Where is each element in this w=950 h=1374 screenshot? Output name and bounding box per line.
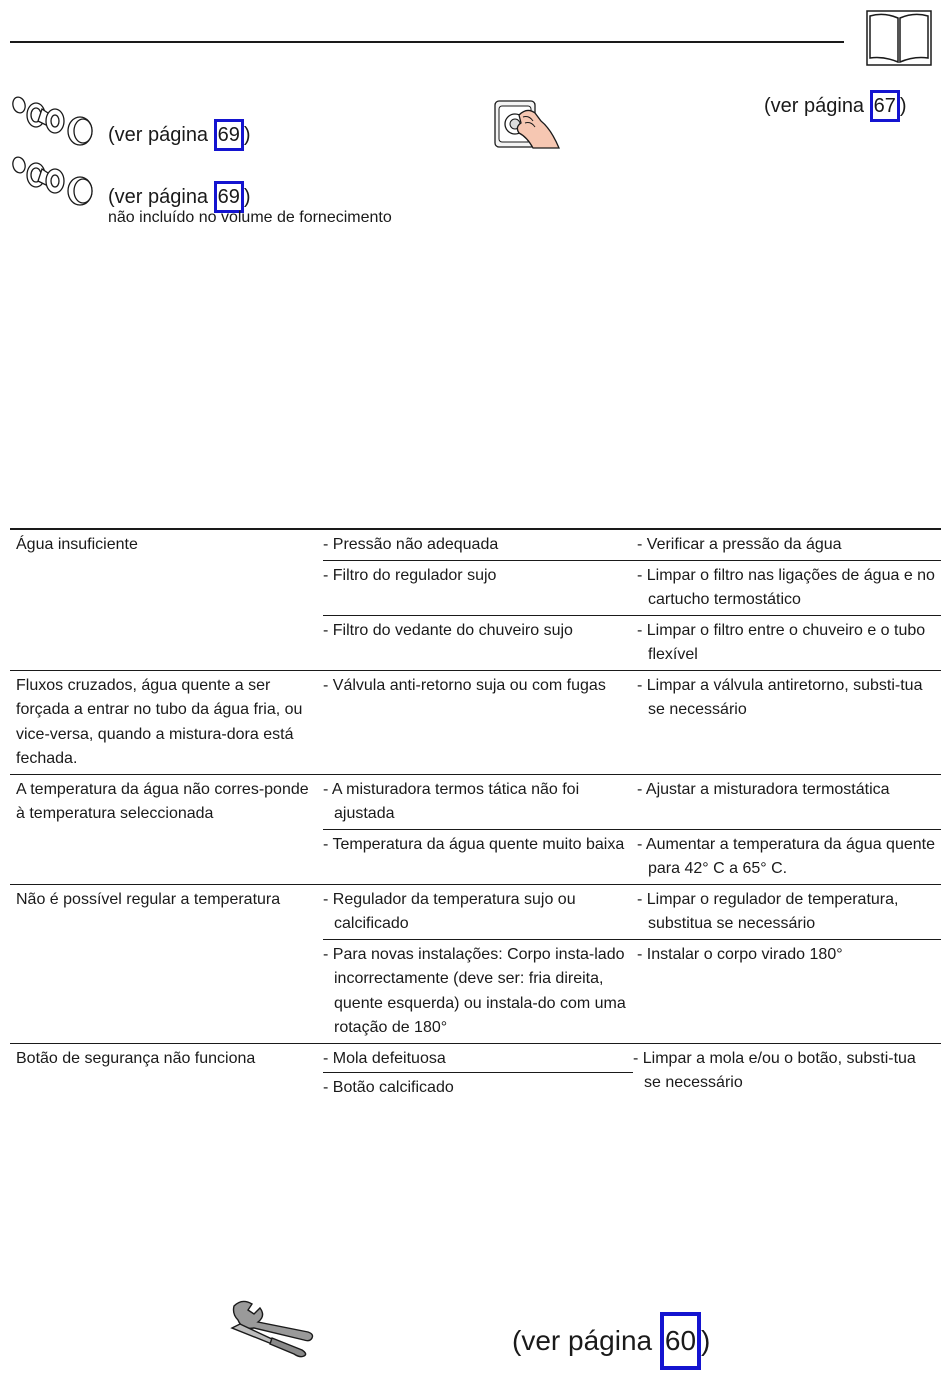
cause-remedy-row bbox=[323, 775, 941, 829]
remedy-cell: - Limpar o regulador de temperatura, substitua se necessário bbox=[637, 890, 899, 932]
filter-parts-icon bbox=[10, 155, 96, 207]
page-link-69[interactable]: 69 bbox=[214, 119, 244, 151]
problem-cell: Fluxos cruzados, água quente a ser forçada a entrar no tubo da água fria, ou vice-versa, quando a mistura-dora está fechada. bbox=[16, 676, 303, 767]
page-reference-bottom bbox=[512, 1312, 710, 1370]
filter-parts-icon bbox=[10, 95, 96, 147]
ref-suffix: ) bbox=[701, 1325, 711, 1356]
troubleshooting-table bbox=[10, 528, 941, 1102]
remedy-cell: - Instalar o corpo virado 180° bbox=[637, 945, 843, 963]
header-rule bbox=[10, 41, 844, 43]
cause-cell: - Para novas instalações: Corpo insta-lado incorrectamente (deve ser: fria direita, quente esquerda) ou instala-do com uma rotação de 180° bbox=[323, 945, 626, 1036]
cause-cell: - Filtro do regulador sujo bbox=[323, 566, 497, 584]
page-link-60[interactable]: 60 bbox=[660, 1312, 701, 1370]
ref-text: (ver página bbox=[108, 124, 214, 146]
table-row bbox=[10, 775, 941, 885]
remedy-cell: - Limpar o filtro entre o chuveiro e o tubo flexível bbox=[637, 621, 926, 663]
cause-cell: - Filtro do vedante do chuveiro sujo bbox=[323, 621, 573, 639]
tools-icon bbox=[228, 1298, 316, 1358]
remedy-cell: - Ajustar a misturadora termostática bbox=[637, 780, 890, 798]
delivery-note: não incluído no volume de fornecimento bbox=[108, 209, 392, 226]
ref-suffix: ) bbox=[243, 124, 251, 146]
ref-suffix: ) bbox=[243, 186, 251, 208]
cause-cell: - Temperatura da água quente muito baixa bbox=[323, 835, 625, 853]
problem-cell: Botão de segurança não funciona bbox=[16, 1049, 256, 1067]
problem-cell: Não é possível regular a temperatura bbox=[16, 890, 281, 908]
page-reference-part-1 bbox=[108, 119, 251, 151]
page-reference-top-right bbox=[764, 90, 907, 122]
cause-remedy-row bbox=[323, 829, 941, 884]
cause-remedy-row bbox=[323, 615, 941, 670]
problem-cell: A temperatura da água não corres-ponde à temperatura seleccionada bbox=[16, 780, 309, 822]
table-row bbox=[10, 530, 941, 671]
remedy-cell: - Aumentar a temperatura da água quente para 42° C a 65° C. bbox=[637, 835, 935, 877]
remedy-cell: - Limpar a mola e/ou o botão, substi-tua se necessário bbox=[633, 1049, 916, 1091]
hand-turning-knob-icon bbox=[493, 93, 563, 149]
table-row bbox=[10, 1044, 941, 1102]
ref-text: (ver página bbox=[764, 95, 870, 117]
table-row bbox=[10, 671, 941, 775]
cause-cell: - Pressão não adequada bbox=[323, 536, 499, 553]
ref-suffix: ) bbox=[899, 95, 907, 117]
open-book-icon bbox=[866, 10, 932, 66]
ref-text: (ver página bbox=[512, 1325, 660, 1356]
cause-cell: - Regulador da temperatura sujo ou calcificado bbox=[323, 890, 576, 932]
remedy-cell: - Limpar a válvula antiretorno, substi-tua se necessário bbox=[637, 676, 923, 718]
cause-remedy-row bbox=[323, 885, 941, 939]
ref-text: (ver página bbox=[108, 186, 214, 208]
page-link-69[interactable]: 69 bbox=[214, 181, 244, 213]
cause-cell: - Válvula anti-retorno suja ou com fugas bbox=[323, 676, 606, 694]
remedy-cell: - Limpar o filtro nas ligações de água e no cartucho termostático bbox=[637, 566, 935, 608]
remedy-cell: - Verificar a pressão da água bbox=[637, 536, 842, 553]
table-row bbox=[10, 885, 941, 1044]
cause-remedy-row bbox=[323, 671, 941, 725]
cause-remedy-row bbox=[323, 939, 941, 1043]
cause-remedy-row bbox=[323, 560, 941, 615]
problem-cell: Água insuficiente bbox=[16, 536, 138, 553]
cause-cell: - Botão calcificado bbox=[323, 1079, 454, 1096]
cause-cell: - A misturadora termos tática não foi ajustada bbox=[323, 780, 580, 822]
cause-remedy-row bbox=[323, 530, 941, 560]
cause-cell: - Mola defeituosa bbox=[323, 1044, 633, 1074]
page-link-67[interactable]: 67 bbox=[870, 90, 900, 122]
